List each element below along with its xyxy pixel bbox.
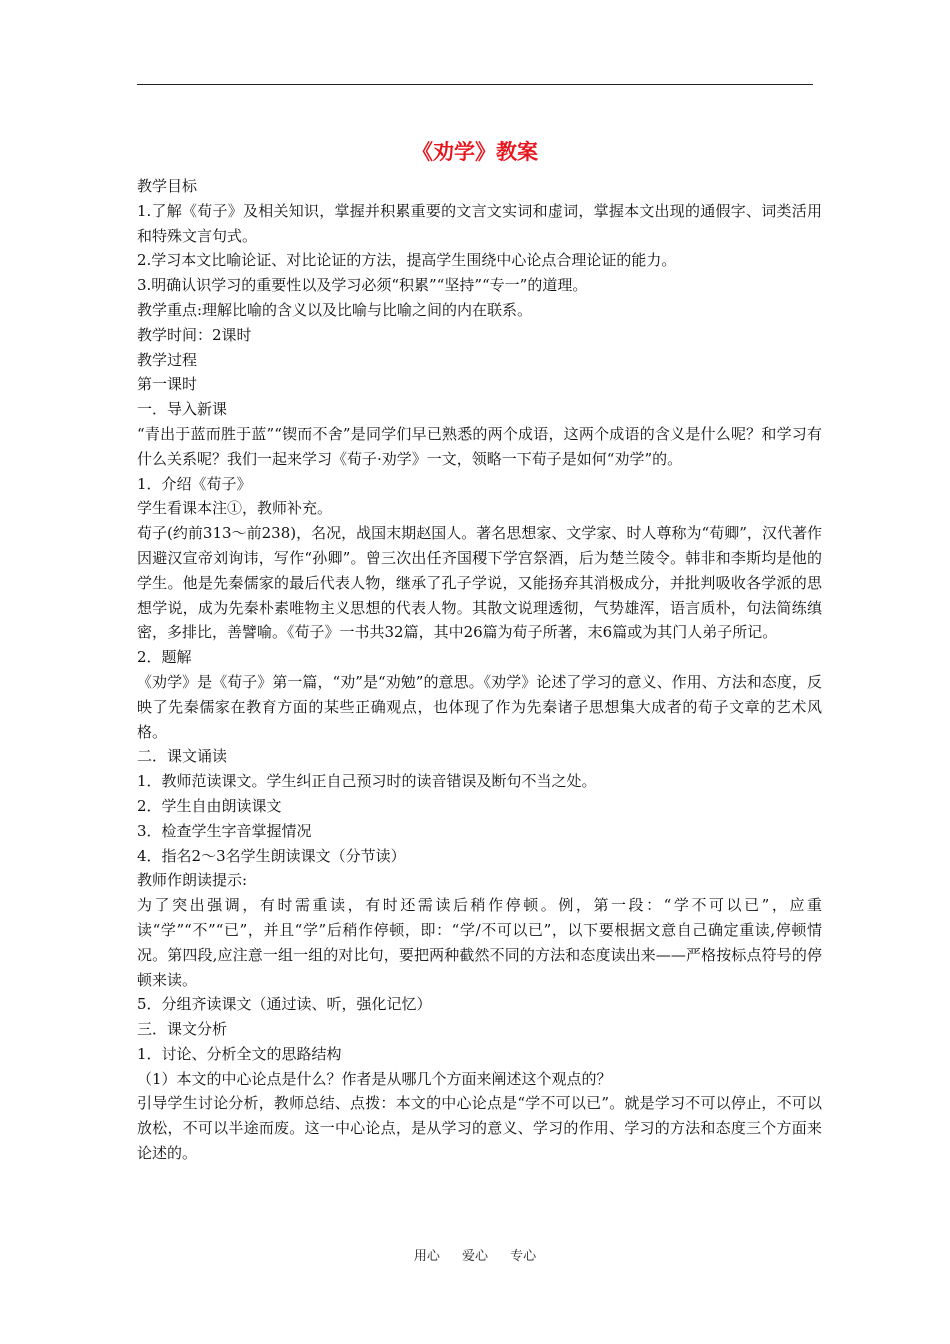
paragraph: “青出于蓝而胜于蓝”“锲而不舍”是同学们早已熟悉的两个成语，这两个成语的含义是什么呢？和学习有什么关系呢？我们一起来学习《荀子·劝学》一文，领略一下荀子是如何“劝学”的。 — [137, 424, 822, 468]
list-item: 1．讨论、分析全文的思路结构 — [137, 1044, 342, 1063]
paragraph: 1.了解《荀子》及相关知识，掌握并积累重要的文言文实词和虚词，掌握本文出现的通假字、词类活用和特殊文言句式。 — [137, 201, 822, 245]
section-heading: 1．介绍《荀子》 — [137, 474, 252, 493]
list-item: 2．学生自由朗读课文 — [137, 796, 282, 815]
footer-text: 专心 — [510, 1249, 537, 1264]
paragraph: 为了突出强调，有时需重读，有时还需读后稍作停顿。例，第一段：“学不可以已”，应重读“学”“不”“已”，并且“学”后稍作停顿，即：“学/不可以已”，以下要根据文意自己确定重读,停顿情况。第四段,应注意一组一组的对比句，要把两种截然不同的方法和态度读出来——严格按标点符号的停顿来读。 — [137, 896, 822, 989]
paragraph: 3.明确认识学习的重要性以及学习必须“积累”“坚持”“专一”的道理。 — [137, 276, 588, 295]
list-item: 5．分组齐读课文（通过读、听，强化记忆） — [137, 995, 432, 1014]
list-item: 4．指名2～3名学生朗读课文（分节读） — [137, 846, 406, 865]
question: （1）本文的中心论点是什么？作者是从哪几个方面来阐述这个观点的？ — [137, 1069, 612, 1088]
paragraph: 学生看课本注①，教师补充。 — [137, 499, 333, 518]
section-heading: 教学目标 — [137, 177, 198, 195]
document-body — [137, 174, 822, 1166]
document-title: 《劝学》教案 — [412, 139, 538, 165]
paragraph: 2.学习本文比喻论证、对比论证的方法，提高学生围绕中心论点合理论证的能力。 — [137, 251, 677, 270]
footer-text: 爱心 — [461, 1249, 488, 1264]
section-heading: 教学过程 — [137, 350, 198, 369]
paragraph: 教师作朗读提示: — [137, 871, 248, 890]
paragraph: 教学时间：2课时 — [137, 325, 252, 344]
page-footer — [0, 1247, 950, 1267]
section-heading: 2．题解 — [137, 648, 192, 667]
section-heading: 第一课时 — [137, 375, 198, 394]
section-heading: 一．导入新课 — [137, 400, 228, 419]
section-heading: 三．课文分析 — [137, 1020, 228, 1039]
paragraph: 《劝学》是《荀子》第一篇，“劝”是“劝勉”的意思。《劝学》论述了学习的意义、作用、方法和态度，反映了先秦儒家在教育方面的某些正确观点，也体现了作为先秦诸子思想集大成者的荀子文章的艺术风格。 — [137, 672, 822, 741]
list-item: 3．检查学生字音掌握情况 — [137, 821, 312, 840]
header-rule — [137, 84, 813, 85]
list-item: 1．教师范读课文。学生纠正自己预习时的读音错误及断句不当之处。 — [137, 772, 597, 791]
paragraph: 荀子(约前313～前238)，名况，战国末期赵国人。著名思想家、文学家、时人尊称为“荀卿”，汉代著作因避汉宣帝刘询讳，写作“孙卿”。曾三次出任齐国稷下学宫祭酒，后为楚兰陵令。韩非和李斯均是他的学生。他是先秦儒家的最后代表人物，继承了孔子学说，又能扬弃其消极成分，并批判吸收各学派的思想学说，成为先秦朴素唯物主义思想的代表人物。其散文说理透彻，气势雄浑，语言质朴，句法简练缜密，多排比，善譬喻。《荀子》一书共32篇，其中26篇为荀子所著，末6篇或为其门人弟子所记。 — [137, 524, 822, 642]
paragraph: 教学重点:理解比喻的含义以及比喻与比喻之间的内在联系。 — [137, 300, 533, 319]
paragraph: 引导学生讨论分析，教师总结、点拨：本文的中心论点是“学不可以已”。就是学习不可以停止，不可以放松，不可以半途而废。这一中心论点，是从学习的意义、学习的作用、学习的方法和态度三个方面来论述的。 — [137, 1094, 822, 1163]
footer-text: 用心 — [413, 1249, 440, 1264]
section-heading: 二．课文诵读 — [137, 747, 228, 766]
